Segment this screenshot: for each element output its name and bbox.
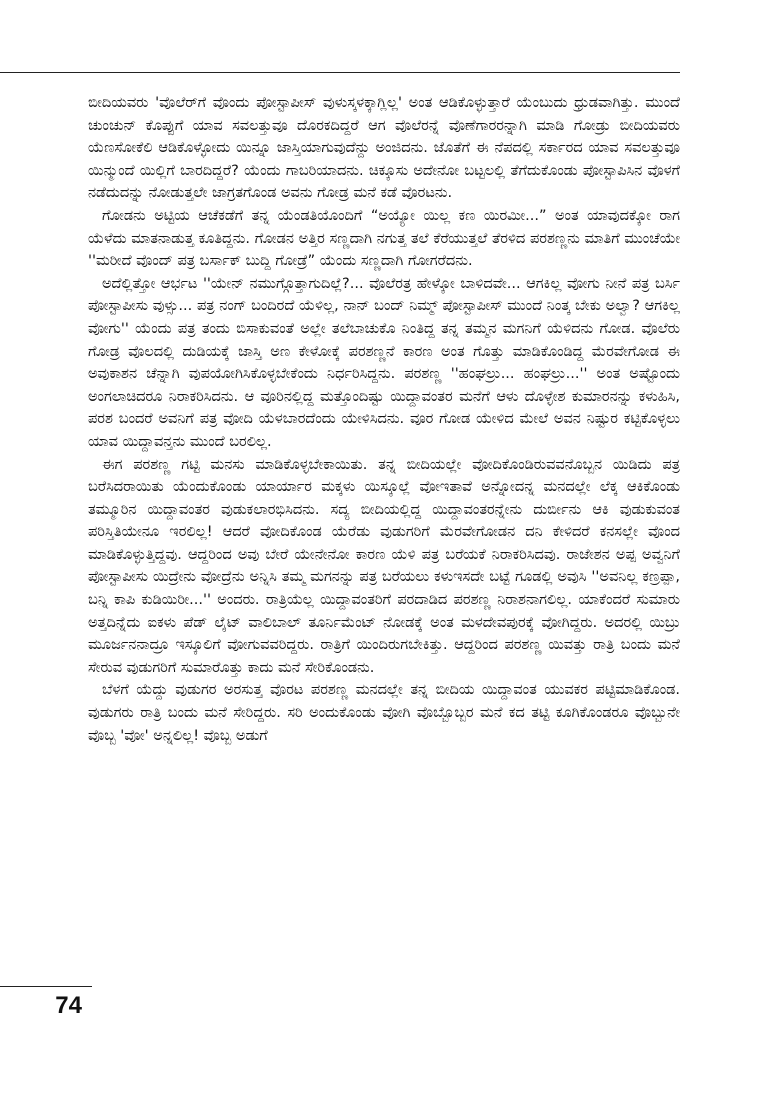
paragraph: ಬೆಳಗೆ ಯೆದ್ದು ವುಡುಗರ ಅರಸುತ್ತ ವೊರಟ ಪರಶಣ್ಣ ಮನದಲ್ಲೇ ತನ್ನ ಬೀದಿಯ ಯಿದ್ದಾವಂತ ಯುವಕರ ಪಟ್ಟಿಮಾಡಿಕೊಂಡ. ವುಡುಗರು ರಾತ್ರಿ ಬಂದು ಮನೆ ಸೇರಿದ್ದರು. ಸರಿ ಅಂದುಕೊಂಡು ವೋಗಿ ವೊಬ್ಬೊಬ್ಬರ ಮನೆ ಕದ ತಟ್ಟಿ ಕೂಗಿಕೊಂಡರೂ ವೊಬ್ಬುನೇ ವೊಬ್ಬ 'ವೋ' ಅನ್ನಲಿಲ್ಲ! ವೊಬ್ಬ ಅಡುಗೆ [88, 682, 680, 744]
paragraph: ಗೋಡನು ಅಟ್ಟಿಯ ಆಚೆಕಡೆಗೆ ತನ್ನ ಯೆಂಡತಿಯೊಂದಿಗೆ “ಅಯ್ಯೋ ಯಿಲ್ಲ ಕಣ ಯಿರಮೀ...” ಅಂತ ಯಾವುದಕ್ಕೋ ರಾಗ ಯೆಳೆದು ಮಾತನಾಡುತ್ತ ಕೂತಿದ್ದನು. ಗೋಡನ ಅತ್ತಿರ ಸಣ್ಣದಾಗಿ ನಗುತ್ತ ತಲೆ ಕೆರೆಯುತ್ತಲೆ ತೆರಳಿದ ಪರಶಣ್ಣನು ಮಾತಿಗೆ ಮುಂಚೆಯೇ ''ಮರೀದೆ ವೊಂದ್ ಪತ್ರ ಬರ್ಸಾಕ್ ಬುದ್ದಿ ಗೋಡ್ರೆ” ಯೆಂದು ಸಣ್ಣದಾಗಿ ಗೋಗರೆದನು. [88, 207, 680, 270]
page-number: 74 [0, 986, 92, 1024]
paragraph: ಈಗ ಪರಶಣ್ಣ ಗಟ್ಟಿ ಮನಸು ಮಾಡಿಕೊಳ್ಳಬೇಕಾಯಿತು. ತನ್ನ ಬೀದಿಯಲ್ಲೇ ವೋದಿಕೊಂಡಿರುವವನೊಬ್ಬನ ಯಿಡಿದು ಪತ್ರ ಬರೆಸಿದರಾಯಿತು ಯೆಂದುಕೊಂಡು ಯಾರ್ಯಾರ ಮಕ್ಕಳು ಯಿಸ್ಕೂಲ್ಲೆ ವೋಇತಾವೆ ಅನ್ನೋದನ್ನ ಮನದಲ್ಲೇ ಲೆಕ್ಕ ಆಕಿಕೊಂಡು ತಮ್ಮೂರಿನ ಯಿದ್ದಾವಂತರ ವುಡುಕಲಾರಭಿಸಿದನು. ಸದ್ಯ ಬೀದಿಯಲ್ಲಿದ್ದ ಯಿದ್ದಾವಂತರನ್ನೇನು ದುರ್ಬೀನು ಆಕಿ ವುಡುಕುವಂತ ಪರಿಸ್ತಿತಿಯೇನೂ ಇರಲಿಲ್ಲ! ಆದರೆ ವೋದಿಕೊಂಡ ಯೆರೆಡು ವುಡುಗರಿಗೆ ಮೆರವೇಗೋಡನ ದನಿ ಕೇಳಿದರೆ ಕನಸಲ್ಲೇ ವೊಂದ ಮಾಡಿಕೊಳ್ಳುತ್ತಿದ್ದವು. ಆದ್ದರಿಂದ ಅವು ಬೇರೆ ಯೇನೇನೋ ಕಾರಣ ಯೆಳಿ ಪತ್ರ ಬರೆಯಕೆ ನಿರಾಕರಿಸಿದವು. ರಾಜೇಶನ ಅಪ್ಪ ಅವ್ವನಿಗೆ ಪೋಸ್ಟಾಪೀಸು ಯಿದ್ರೇನು ವೋದ್ರೆನು ಅನ್ನಿಸಿ ತಮ್ಮ ಮಗನನ್ನು ಪತ್ರ ಬರೆಯಲು ಕಳುಇಸದೇ ಬಟ್ಟೆ ಗೂಡಲ್ಲಿ ಅವುಸಿ ''ಅವನಿಲ್ಲ ಕಣ್ರಪ್ಪಾ, ಬನ್ನಿ ಕಾಪಿ ಕುಡಿಯಿರೀ...'' ಅಂದರು. ರಾತ್ರಿಯೆಲ್ಲ ಯಿದ್ದಾವಂತರಿಗೆ ಪರದಾಡಿದ ಪರಶಣ್ಣ ನಿರಾಶನಾಗಲಿಲ್ಲ. ಯಾಕೆಂದರೆ ಸುಮಾರು ಅತ್ತದಿನ್ನೆದು ಐಕಳು ಪೆಡ್ ಲೈಟ್ ವಾಲಿಬಾಲ್ ತೂರ್ನಿಮೆಂಟ್ ನೋಡಕ್ಕೆ ಅಂತ ಮಳದೇವಪುರಕ್ಕೆ ವೋಗಿದ್ದರು. ಅದರಲ್ಲಿ ಯಿಬ್ರು ಮೂರ್ಜನನಾದ್ರೂ ಇಸ್ಕೂಲಿಗೆ ವೋಗುವವರಿದ್ದರು. ರಾತ್ರಿಗೆ ಯಿಂದಿರುಗಬೇಕಿತ್ತು. ಆದ್ದರಿಂದ ಪರಶಣ್ಣ ಯಿವತ್ತು ರಾತ್ರಿ ಬಂದು ಮನೆ ಸೇರುವ ವುಡುಗರಿಗೆ ಸುಮಾರೊತ್ತು ಕಾದು ಮನೆ ಸೇರಿಕೊಂಡನು. [88, 456, 680, 676]
paragraph: ಅದೆಲ್ಲಿತ್ತೋ ಆರ್ಭಟ ''ಯೇನ್ ನಮುಗ್ಗೊತ್ತಾಗುದಿಲ್ಲೆ?... ವೊಲೆರತ್ರ ಹೇಳ್ಕೋ ಬಾಳಿದವೇ... ಆಗಕಿಲ್ಲ ವೋಗು ನೀನೆ ಪತ್ರ ಬರ್ಸಿ ಪೋಸ್ಟಾಪೀಸು ವುಳ್ಸು... ಪತ್ರ ನಂಗ್ ಬಂದಿರದೆ ಯೆಳಿಲ್ಲ, ನಾನ್ ಬಂದ್ ನಿಮ್ಮ್ ಪೋಸ್ಟಾಪೀಸ್ ಮುಂದೆ ನಿಂತ್ಕ ಬೇಕು ಅಲ್ವಾ? ಆಗಕಿಲ್ಲ ವೋಗು'' ಯೆಂದು ಪತ್ರ ತಂದು ಬಿಸಾಕುವಂತೆ ಅಲ್ಲೇ ತಲೆಬಾಚುಕೊ ನಿಂತಿದ್ದ ತನ್ನ ತಮ್ಮನ ಮಗನಿಗೆ ಯೆಳಿದನು ಗೋಡ. ವೊಲೆರು ಗೋಡ್ರ ವೊಲದಲ್ಲಿ ದುಡಿಯಕ್ಕೆ ಜಾಸ್ತಿ ಅಣ ಕೇಳೋಕ್ಕೆ ಪರಶಣ್ಣನೆ ಕಾರಣ ಅಂತ ಗೊತ್ತು ಮಾಡಿಕೊಂಡಿದ್ದ ಮೆರವೇಗೋಡ ಈ ಅವುಕಾಶನ ಚೆನ್ನಾಗಿ ವುಪಯೋಗಿಸಿಕೊಳ್ಳಬೇಕೆಂದು ನಿರ್ಧರಿಸಿದ್ದನು. ಪರಶಣ್ಣ ''ಹಂಘಲ್ರು... ಹಂಘಲ್ರು...'' ಅಂತ ಅಷ್ಟೊಂದು ಅಂಗಲಾಚಿದರೂ ನಿರಾಕರಿಸಿದನು. ಆ ವೂರಿನಲ್ಲಿದ್ದ ಮತ್ತೊಂದಿಷ್ಟು ಯಿದ್ದಾವಂತರ ಮನೆಗೆ ಆಳು ದೊಳ್ಳೇಶ ಕುಮಾರನನ್ನು ಕಳುಹಿಸಿ, ಪರಶ ಬಂದರೆ ಅವನಿಗೆ ಪತ್ರ ವೋದಿ ಯೆಳಬಾರದೆಂದು ಯೇಳಿಸಿದನು. ವೂರ ಗೋಡ ಯೇಳಿದ ಮೇಲೆ ಅವನ ನಿಷ್ಟುರ ಕಟ್ಟಿಕೊಳ್ಳಲು ಯಾವ ಯಿದ್ದಾವನ್ತನು ಮುಂದೆ ಬರಲಿಲ್ಲ. [88, 275, 680, 450]
header-rule [0, 72, 680, 73]
body-text [88, 92, 680, 747]
paragraph: ಬೀದಿಯವರು 'ವೊಲೆರ್‌ಗೆ ವೊಂದು ಪೋಸ್ಟಾಪೀಸ್ ವುಳುಸ್ಕಳಕ್ಕಾಗ್ಲಿಲ್ಲ' ಅಂತ ಆಡಿಕೊಳ್ಳುತ್ತಾರೆ ಯೆಂಬುದು ಧ್ರುಡವಾಗಿತ್ತು. ಮುಂದೆ ಚುಂಚುನ್ ಕೊಪ್ಪುಗೆ ಯಾವ ಸವಲತ್ತುವೂ ದೊರಕದಿದ್ದರೆ ಆಗ ವೊಲೆರನ್ನೆ ವೊಣೆಗಾರರನ್ನಾಗಿ ಮಾಡಿ ಗೋಡ್ರು ಬೀದಿಯವರು ಯೆಣಸೋಕೆಲಿ ಆಡಿಕೊಳ್ಳೋದು ಯಿನ್ನೂ ಜಾಸ್ತಿಯಾಗುವುದೆನ್ದು ಅಂಜಿದನು. ಜೊತೆಗೆ ಈ ನೆಪದಲ್ಲಿ ಸರ್ಕಾರದ ಯಾವ ಸವಲತ್ತುವೂ ಯಿನ್ಮುಂದೆ ಯಿಲ್ಲಿಗೆ ಬಾರದಿದ್ದರೆ? ಯೆಂದು ಗಾಬರಿಯಾದನು. ಚಿಕ್ಕೂಸು ಅದೇನೋ ಬಟ್ಟಲಲ್ಲಿ ತೆಗೆದುಕೊಂಡು ಪೋಸ್ಟಾಪಿಸಿನ ವೊಳಗೆ ನಡೆದುದನ್ನು ನೋಡುತ್ತಲೇ ಜಾಗ್ರತಗೊಂಡ ಅವನು ಗೋಡ್ರ ಮನೆ ಕಡೆ ವೊರಟನು. [88, 95, 680, 202]
